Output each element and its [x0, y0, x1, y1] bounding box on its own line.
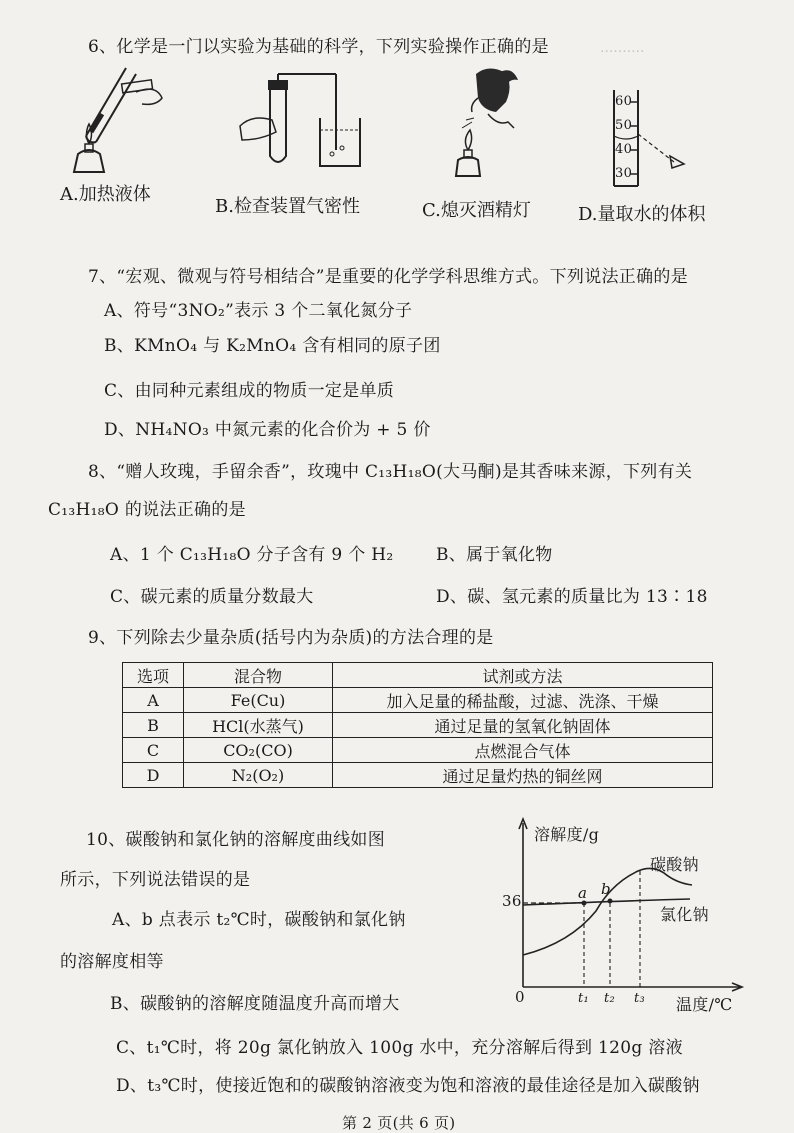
- q8-option-d: D、碳、氢元素的质量比为 13∶18: [436, 587, 708, 607]
- q7-option-a: A、符号“3NO₂”表示 3 个二氧化氮分子: [104, 301, 413, 321]
- solubility-chart: [500, 815, 750, 1015]
- q7-option-b: B、KMnO₄ 与 K₂MnO₄ 含有相同的原子团: [104, 336, 441, 356]
- q6-stem: 6、化学是一门以实验为基础的科学，下列实验操作正确的是: [88, 37, 549, 57]
- chart-origin-label: 0: [515, 988, 525, 1006]
- q8-stem-line1: 8、“赠人玫瑰，手留余香”，玫瑰中 C₁₃H₁₈O(大马酮)是其香味来源，下列有关: [88, 462, 693, 482]
- chart-point-b-label: b: [601, 880, 611, 898]
- row-d-mixture: N₂(O₂): [184, 763, 333, 788]
- header-option: 选项: [123, 663, 184, 688]
- q6-option-c: C.熄灭酒精灯: [422, 200, 531, 221]
- header-mixture: 混合物: [184, 663, 333, 688]
- q10-stem-line2: 所示，下列说法错误的是: [60, 870, 251, 890]
- q8-option-a: A、1 个 C₁₃H₁₈O 分子含有 9 个 H₂: [110, 545, 394, 565]
- chart-x-tick-t1: t₁: [578, 991, 590, 1006]
- q10-option-a-line2: 的溶解度相等: [60, 952, 164, 972]
- row-c-option: C: [123, 738, 184, 763]
- row-a-mixture: Fe(Cu): [184, 688, 333, 713]
- q9-options-table: [122, 662, 713, 788]
- q10-option-c: C、t₁℃时，将 20g 氯化钠放入 100g 水中，充分溶解后得到 120g 溶液: [116, 1038, 683, 1058]
- q7-option-d: D、NH₄NO₃ 中氮元素的化合价为 + 5 价: [104, 420, 431, 440]
- chart-y-tick-36: 36: [502, 892, 522, 910]
- row-b-option: B: [123, 713, 184, 738]
- cylinder-tick-40: 40: [615, 142, 633, 157]
- q6-option-a: A.加热液体: [60, 184, 151, 205]
- airtightness-check-figure: [232, 70, 372, 170]
- row-b-method: 通过足量的氢氧化钠固体: [333, 713, 713, 738]
- row-a-method: 加入足量的稀盐酸，过滤、洗涤、干燥: [333, 688, 713, 713]
- q7-stem: 7、“宏观、微观与符号相结合”是重要的化学学科思维方式。下列说法正确的是: [88, 267, 688, 287]
- row-d-option: D: [123, 763, 184, 788]
- row-d-method: 通过足量灼热的铜丝网: [333, 763, 713, 788]
- row-a-option: A: [123, 688, 184, 713]
- q8-stem-line2: C₁₃H₁₈O 的说法正确的是: [48, 500, 246, 520]
- row-b-mixture: HCl(水蒸气): [184, 713, 333, 738]
- q6-option-d: D.量取水的体积: [578, 204, 706, 225]
- q10-option-a-line1: A、b 点表示 t₂℃时，碳酸钠和氯化钠: [112, 910, 406, 930]
- q7-option-c: C、由同种元素组成的物质一定是单质: [104, 381, 395, 401]
- q9-stem: 9、下列除去少量杂质(括号内为杂质)的方法合理的是: [88, 628, 494, 648]
- cylinder-tick-50: 50: [615, 118, 633, 133]
- chart-x-tick-t3: t₃: [634, 991, 646, 1006]
- cylinder-tick-60: 60: [615, 94, 633, 109]
- q10-stem-line1: 10、碳酸钠和氯化钠的溶解度曲线如图: [86, 830, 386, 850]
- chart-x-tick-t2: t₂: [604, 991, 616, 1006]
- chart-point-a-label: a: [578, 884, 588, 902]
- q8-option-c: C、碳元素的质量分数最大: [110, 587, 314, 607]
- header-method: 试剂或方法: [333, 663, 713, 688]
- page-footer: 第 2 页(共 6 页): [342, 1114, 456, 1132]
- row-c-mixture: CO₂(CO): [184, 738, 333, 763]
- table-row: [123, 713, 713, 738]
- table-row: [123, 763, 713, 788]
- q10-option-b: B、碳酸钠的溶解度随温度升高而增大: [110, 994, 400, 1014]
- chart-xlabel: 温度/℃: [676, 995, 733, 1014]
- extinguish-lamp-figure: [448, 64, 528, 184]
- q10-option-d: D、t₃℃时，使接近饱和的碳酸钠溶液变为饱和溶液的最佳途径是加入碳酸钠: [116, 1076, 700, 1096]
- chart-legend-nacl: 氯化钠: [660, 905, 709, 924]
- table-header-row: [123, 663, 713, 688]
- chart-ylabel: 溶解度/g: [534, 825, 600, 844]
- heating-liquid-figure: [66, 62, 166, 177]
- cylinder-tick-30: 30: [615, 166, 633, 181]
- point-b: [608, 899, 613, 904]
- table-row: [123, 688, 713, 713]
- table-row: [123, 738, 713, 763]
- q6-option-b: B.检查装置气密性: [215, 196, 360, 217]
- row-c-method: 点燃混合气体: [333, 738, 713, 763]
- bleed-through-text: ..........: [600, 40, 645, 56]
- q8-option-b: B、属于氧化物: [436, 545, 553, 565]
- graduated-cylinder-figure: [600, 86, 690, 190]
- chart-legend-na2co3: 碳酸钠: [650, 855, 699, 874]
